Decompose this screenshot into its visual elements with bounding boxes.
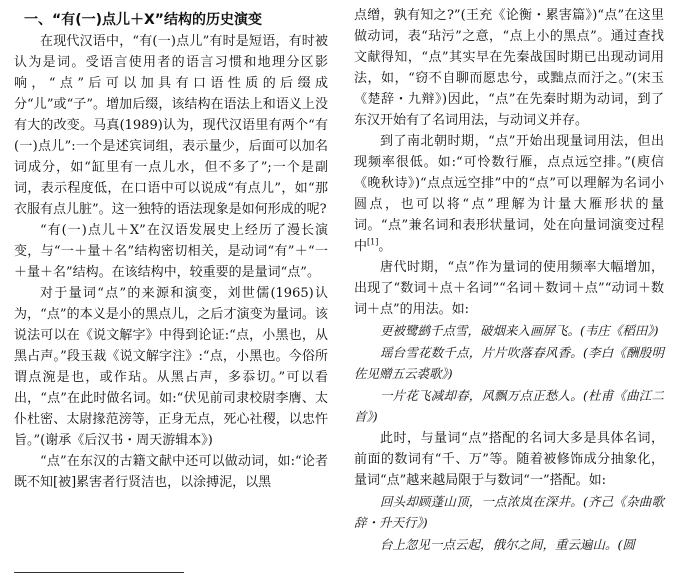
quote-2: 瑶台雪花数千点，片片吹落春风香。(李白《酬殷明佐见赠五云裘歌》) — [354, 344, 664, 381]
paragraph-verb-usage: “点”在东汉的古籍文献中还可以做动词，如:“论者既不知[被]累害者行贤洁也，以涂搏泥，以黑 — [14, 454, 328, 490]
footnote-divider — [14, 572, 184, 573]
quote-3: 一片花飞减却春，风飘万点正愁人。(杜甫《曲江二首》) — [354, 387, 664, 424]
quote-1: 更被鹭鹚千点雪，破烟来入画屏飞。(韦庄《稻田》) — [380, 323, 659, 338]
paragraph-tang: 唐代时期，“点”作为量词的使用频率大幅增加，出现了“数词＋点＋名词”“名词＋数词＋点”“动词＋数词＋点”的用法。如: — [354, 260, 664, 317]
left-column — [14, 31, 328, 493]
paragraph-nanbei-end: 。 — [378, 239, 392, 254]
quote-5: 台上忽见一点云起，俄尔之间，重云遍山。(圆 — [380, 536, 635, 552]
paragraph-origin: 对于量词“点”的来源和演变，刘世儒(1965)认为，“点”的本义是小的黑点儿，之后才演变为量词。该说法可以在《说文解字》中得到论证:“点，小黑也，从黑占声。”段玉裁《说文解字注》:“点，小黑也。今俗所谓点涴是也，或作玷。从黑占声，多忝切。”可以看出，“点”在此时做名词。如:“伏见前司隶校尉李膺、太仆杜密、太尉掾范滂等，正身无点，死心社稷，以忠忤旨。”(谢承《后汉书・周天游辑本》) — [14, 286, 328, 448]
paragraph-continuation: 点缯，孰有知之?”(王充《论衡・累害篇》)“点”在这里做动词，表“玷污”之意，“点上小的黑点”。通过查找文献得知，“点”其实早在先秦战国时期已出现动词用法，如，“窃不自聊而愿忠兮，或黜点而汙之。”(宋玉《楚辞・九辩》)因此，“点”在先秦时期为动词，到了东汉开始有了名词用法，与动词义并存。 — [354, 8, 664, 128]
section-title: 一、“有(一)点儿＋X”结构的历史演变 — [24, 12, 262, 28]
paragraph-intro: 在现代汉语中，“有(一)点儿”有时是短语，有时被认为是词。受语言使用者的语言习惯和地理分区影响，“点”后可以加具有口语性质的后缀成分“儿”或“子”。增加后缀，该结构在语法上和语义上没有大的改变。马真(1989)认为，现代汉语里有两个“有(一)点儿”:一个是述宾词组，表示量少，后面可以加名词成分，如“缸里有一点儿水，但不多了”;一个是副词，表示程度低，在口语中可以说成“有点儿”，如“那衣服有点儿脏”。这一独特的语法现象是如何形成的呢? — [14, 34, 328, 217]
quote-4: 回头却顾蓬山顶，一点浓岚在深井。(齐己《杂曲歌辞・升天行》) — [354, 493, 664, 530]
reference-marker: [1] — [367, 237, 379, 247]
right-column — [354, 5, 664, 555]
paragraph-nanbei — [354, 131, 664, 257]
paragraph-structure: “有(一)点儿＋X”在汉语发展史上经历了漫长演变，与“一＋量＋名”结构密切相关，是动词“有”＋“一＋量＋名”结构。在该结构中，较重要的是量词“点”。 — [14, 223, 328, 280]
paragraph-nanbei-text: 到了南北朝时期，“点”开始出现量词用法，但出现频率很低。如:“可怜数行雁，点点远空排。”(庾信《晚秋诗》)“点点远空排”中的“点”可以理解为名词小圆点，也可以将“点”理解为计量大雁形状的量词。“点”兼名词和表形状量词，处在向量词演变过程中 — [354, 134, 664, 254]
paragraph-collocation: 此时，与量词“点”搭配的名词大多是具体名词，前面的数词有“千、万”等。随着被修饰成分抽象化，量词“点”越来越局限于与数词“一”搭配。如: — [354, 430, 664, 488]
